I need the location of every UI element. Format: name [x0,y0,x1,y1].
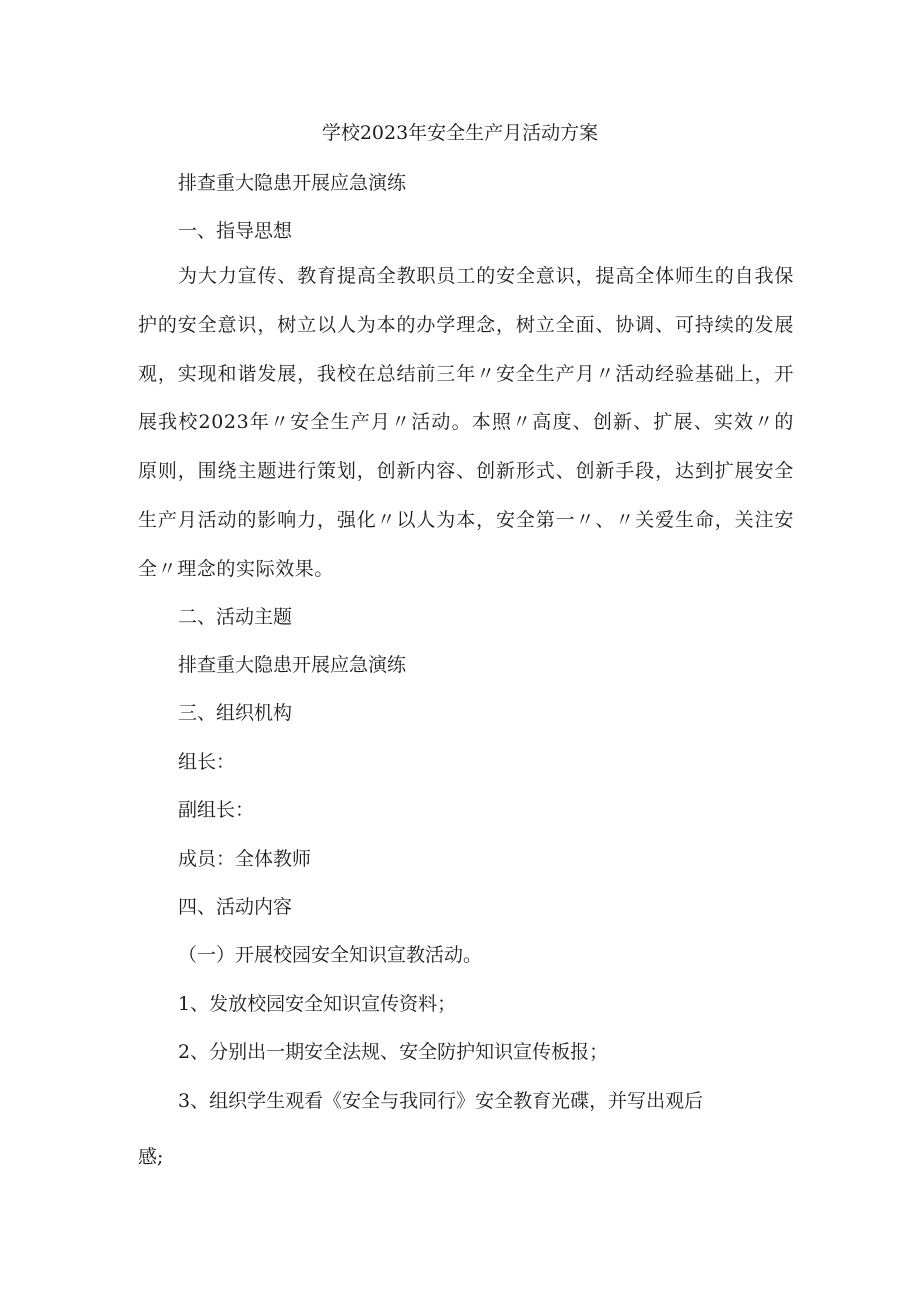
list-item: 1、发放校园安全知识宣传资料； [178,993,457,1015]
section-heading-guiding-thought: 一、指导思想 [178,220,293,242]
section-heading-theme: 二、活动主题 [178,606,293,628]
document-subtitle: 排查重大隐患开展应急演练 [178,172,407,194]
section-body-guiding-thought: 为大力宣传、教育提高全教职员工的安全意识，提高全体师生的自我保护的安全意识，树立以人为本的办学理念，树立全面、协调、可持续的发展观，实现和谐发展，我校在总结前三年〃安全生产月〃活动经验基础上，开展我校2023年〃安全生产月〃活动。本照〃高度、创新、扩展、实效〃的原则，围绕主题进行策划，创新内容、创新形式、创新手段，达到扩展安全生产月活动的影响力，强化〃以人为本，安全第一〃、〃关爱生命，关注安全〃理念的实际效果。 [138,265,794,580]
list-item-continuation: 感; [138,1146,164,1168]
section-heading-organization: 三、组织机构 [178,702,293,724]
section-body-theme: 排查重大隐患开展应急演练 [178,654,407,676]
list-item: 2、分别出一期安全法规、安全防护知识宣传板报； [178,1041,609,1063]
subsection-heading-education: （一）开展校园安全知识宣教活动。 [178,944,483,966]
list-item: 3、组织学生观看《安全与我同行》安全教育光碟，并写出观后 [178,1090,704,1112]
document-title: 学校2023年安全生产月活动方案 [321,122,599,144]
org-deputy: 副组长： [178,799,255,821]
section-heading-activities: 四、活动内容 [178,896,293,918]
org-leader: 组长： [178,751,236,773]
org-members: 成员：全体教师 [178,848,312,870]
